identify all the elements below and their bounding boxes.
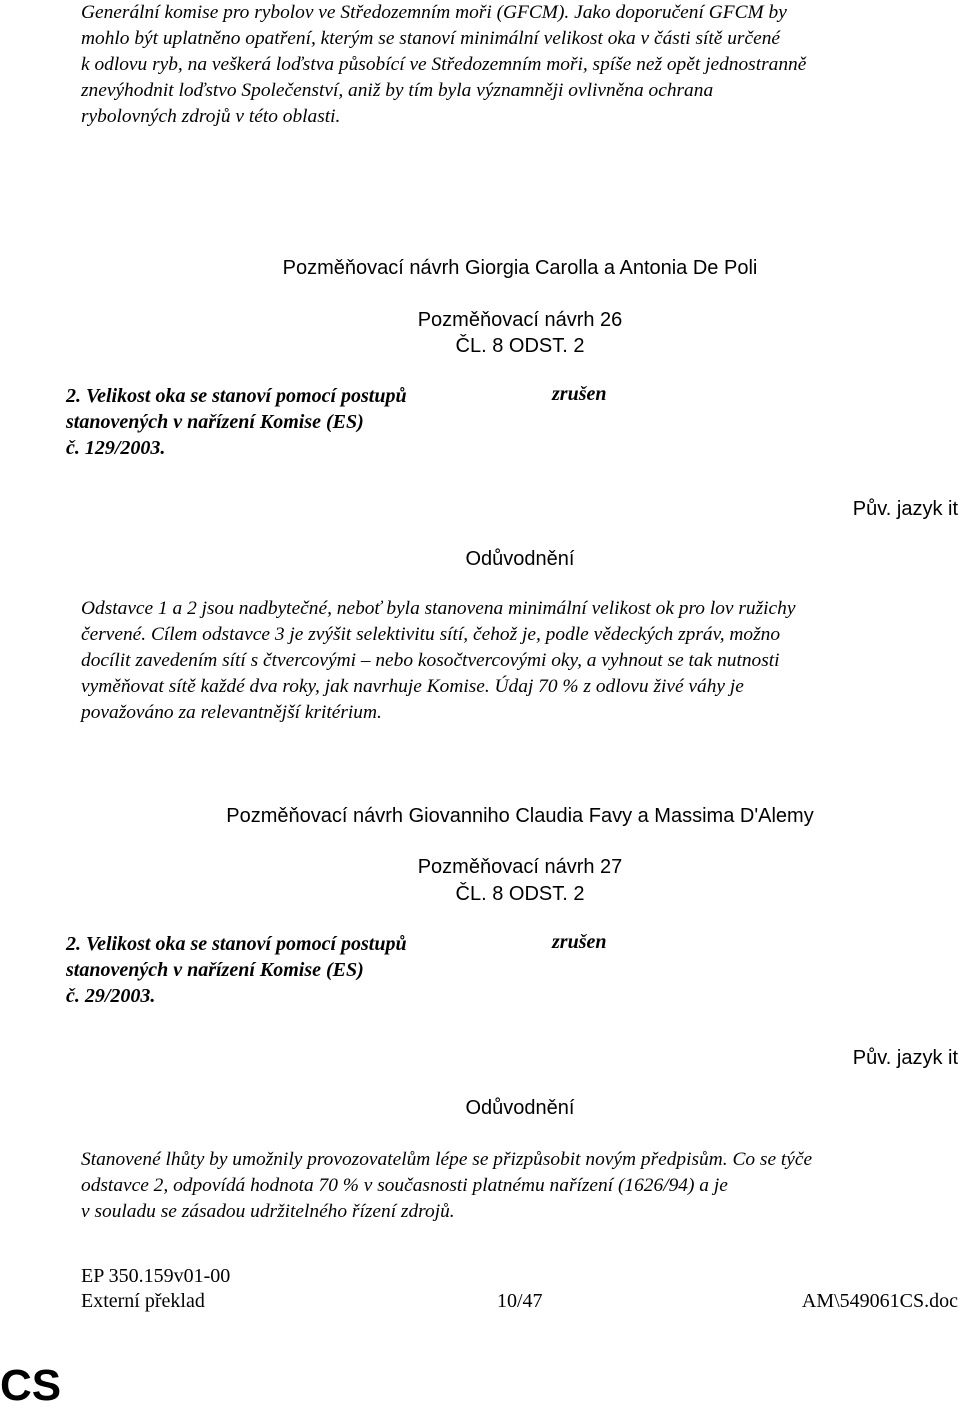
original-text-line: 2. Velikost oka se stanoví pomocí postupů xyxy=(66,385,407,407)
footer-file-name: AM\549061CS.doc xyxy=(801,1290,958,1312)
amendment-27-justification xyxy=(81,1147,960,1225)
intro-paragraph xyxy=(81,0,960,130)
amendment-27-original-language: Pův. jazyk it xyxy=(852,1047,958,1069)
justification-line: v souladu se zásadou udržitelného řízení zdrojů. xyxy=(81,1201,455,1222)
amendment-26-original-text xyxy=(66,383,526,461)
footer-doc-ref: EP 350.159v01-00 xyxy=(81,1265,231,1287)
justification-line: odstavce 2, odpovídá hodnota 70 % v současnosti platnému nařízení (1626/94) a je xyxy=(81,1175,728,1196)
justification-line: považováno za relevantnější kritérium. xyxy=(81,702,382,723)
amendment-27-number: Pozměňovací návrh 27 xyxy=(417,856,623,878)
amendment-26-number: Pozměňovací návrh 26 xyxy=(417,309,623,331)
original-text-line: 2. Velikost oka se stanoví pomocí postupů xyxy=(66,933,407,955)
original-text-line: č. 129/2003. xyxy=(66,437,166,459)
language-code: CS xyxy=(0,1361,62,1410)
justification-line: červené. Cílem odstavce 3 je zvýšit selektivitu sítí, čehož je, podle vědeckých zpráv, možno xyxy=(81,624,781,645)
amendment-26-article: ČL. 8 ODST. 2 xyxy=(455,335,585,357)
footer-translation-type: Externí překlad xyxy=(81,1290,205,1312)
amendment-26-justification-heading: Odůvodnění xyxy=(465,548,575,570)
original-text-line: č. 29/2003. xyxy=(66,985,156,1007)
justification-line: Odstavce 1 a 2 jsou nadbytečné, neboť byla stanovena minimální velikost ok pro lov ružichy xyxy=(81,598,796,619)
amendment-26-author-heading: Pozměňovací návrh Giorgia Carolla a Antonia De Poli xyxy=(282,257,758,279)
amendment-27-article: ČL. 8 ODST. 2 xyxy=(455,883,585,905)
amendment-27-amended-text: zrušen xyxy=(552,931,607,953)
justification-line: vyměňovat sítě každé dva roky, jak navrhuje Komise. Údaj 70 % z odlovu živé váhy je xyxy=(81,676,744,697)
intro-line: mohlo být uplatněno opatření, kterým se stanoví minimální velikost oka v části sítě určené xyxy=(81,28,780,49)
intro-line: rybolovných zdrojů v této oblasti. xyxy=(81,106,341,127)
intro-line: znevýhodnit loďstvo Společenství, aniž by tím byla významněji ovlivněna ochrana xyxy=(81,80,714,101)
amendment-27-justification-heading: Odůvodnění xyxy=(465,1097,575,1119)
amendment-27-original-text xyxy=(66,931,526,1009)
original-text-line: stanovených v nařízení Komise (ES) xyxy=(66,411,364,433)
amendment-26-original-language: Pův. jazyk it xyxy=(852,498,958,520)
amendment-26-justification xyxy=(81,596,960,726)
intro-line: k odlovu ryb, na veškerá loďstva působící ve Středozemním moři, spíše než opět jednostranně xyxy=(81,54,807,75)
intro-line: Generální komise pro rybolov ve Středozemním moři (GFCM). Jako doporučení GFCM by xyxy=(81,2,787,23)
justification-line: Stanovené lhůty by umožnily provozovatelům lépe se přizpůsobit novým předpisům. Co se týče xyxy=(81,1149,813,1170)
amendment-26-amended-text: zrušen xyxy=(552,383,607,405)
original-text-line: stanovených v nařízení Komise (ES) xyxy=(66,959,364,981)
amendment-27-author-heading: Pozměňovací návrh Giovanniho Claudia Favy a Massima D'Alemy xyxy=(226,805,814,827)
footer-page-number: 10/47 xyxy=(497,1290,543,1312)
justification-line: docílit zavedením sítí s čtvercovými – nebo kosočtvercovými oky, a vyhnout se tak nutnosti xyxy=(81,650,780,671)
